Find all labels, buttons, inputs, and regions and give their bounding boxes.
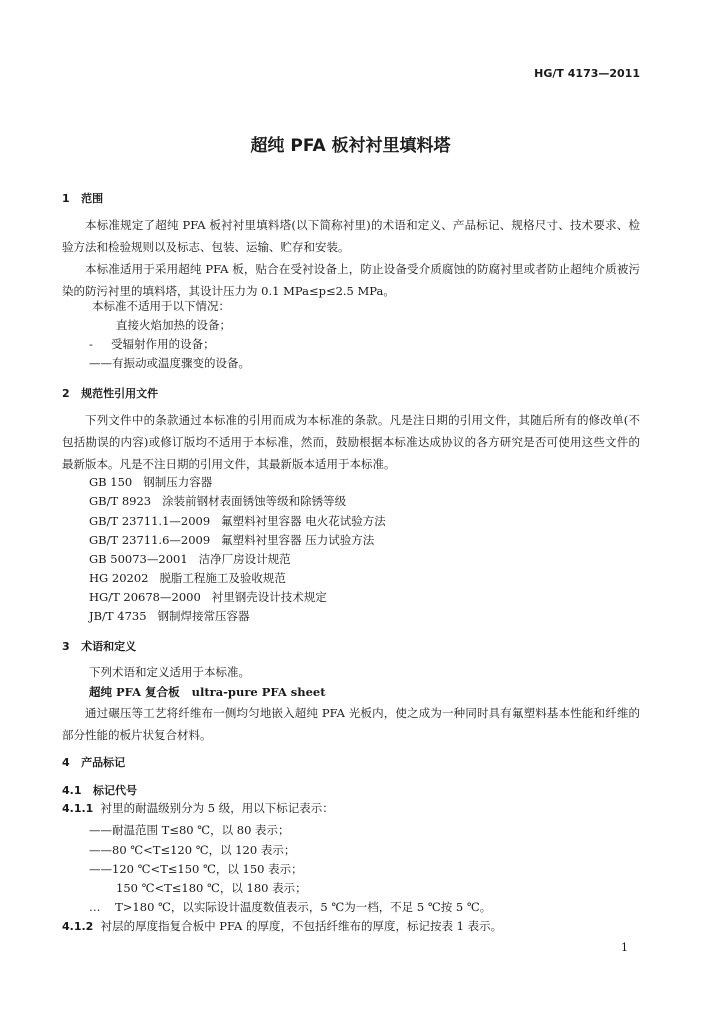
term-english: ultra-pure PFA sheet (191, 685, 326, 699)
reference-item: GB/T 8923 涂装前钢材表面锈蚀等级和除锈等级 (89, 494, 347, 508)
section-number: 1 (62, 192, 70, 205)
reference-item: GB 150 钢制压力容器 (89, 475, 213, 489)
term-definition: 通过碾压等工艺将纤维布一侧均匀地嵌入超纯 PFA 光板内，使之成为一种同时具有氟塑料基本性能和纤维的部分性能的板片状复合材料。 (62, 706, 640, 742)
section-title: 产品标记 (81, 756, 126, 769)
standard-code: HG/T 4173—2011 (534, 67, 640, 80)
section-number: 4 (62, 756, 70, 769)
list-item: ——80 ℃<T≤120 ℃，以 120 表示； (89, 843, 296, 857)
reference-item: HG 20202 脱脂工程施工及验收规范 (89, 571, 286, 585)
clause: 4.1.1 衬里的耐温级别分为 5 级，用以下标记表示： (62, 801, 334, 815)
section-number: 3 (62, 640, 70, 653)
reference-item: GB/T 23711.6—2009 氟塑料衬里容器 压力试验方法 (89, 533, 375, 547)
paragraph: 本标准规定了超纯 PFA 板衬衬里填料塔(以下简称衬里)的术语和定义、产品标记、规格尺寸、技术要求、检验方法和检验规则以及标志、包装、运输、贮存和安装。 (62, 218, 640, 254)
list-item: … T>180 ℃，以实际设计温度数值表示，5 ℃为一档，不足 5 ℃按 5 ℃。 (89, 900, 492, 914)
section-number: 2 (62, 387, 70, 400)
clause: 4.1.2 衬层的厚度指复合板中 PFA 的厚度，不包括纤维布的厚度，标记按表 1 表示。 (62, 919, 503, 933)
reference-item: GB/T 23711.1—2009 氟塑料衬里容器 电火花试验方法 (89, 514, 386, 528)
paragraph: 本标准适用于采用超纯 PFA 板，贴合在受衬设备上，防止设备受介质腐蚀的防腐衬里或者防止超纯介质被污染的防污衬里的填料塔，其设计压力为 0.1 MPa≤p≤2.5 MPa。 (62, 262, 640, 298)
section-2-heading (62, 385, 158, 401)
paragraph: 下列文件中的条款通过本标准的引用而成为本标准的条款。凡是注日期的引用文件，其随后所有的修改单(不包括勘误的内容)或修订版均不适用于本标准，然而，鼓励根据本标准达成协议的各方研究是否可使用这些文件的最新版本。凡是不注日期的引用文件，其最新版本适用于本标准。 (62, 413, 640, 471)
section-1-heading (62, 190, 103, 206)
subsection-heading: 4.1 标记代号 (62, 784, 137, 797)
section-4-heading (62, 754, 125, 770)
reference-item: HG/T 20678—2000 衬里钢壳设计技术规定 (89, 590, 327, 604)
term-chinese: 超纯 PFA 复合板 (89, 685, 180, 699)
list-item: ——有振动或温度骤变的设备。 (89, 356, 250, 370)
reference-item: GB 50073—2001 洁净厂房设计规范 (89, 552, 291, 566)
paragraph: 下列术语和定义适用于本标准。 (89, 665, 250, 679)
section-3-heading (62, 638, 136, 654)
section-title: 规范性引用文件 (81, 387, 159, 400)
section-title: 范围 (81, 192, 104, 205)
section-title: 术语和定义 (81, 640, 137, 653)
list-item: 直接火焰加热的设备； (116, 318, 231, 332)
page-number: 1 (621, 941, 628, 954)
list-item: 150 ℃<T≤180 ℃，以 180 表示； (116, 881, 307, 895)
term-entry (89, 681, 326, 703)
list-item: - 受辐射作用的设备； (89, 337, 215, 351)
page-title: 超纯 PFA 板衬衬里填料塔 (250, 136, 451, 156)
reference-item: JB/T 4735 钢制焊接常压容器 (89, 609, 250, 623)
list-item: ——耐温范围 T≤80 ℃，以 80 表示； (89, 823, 290, 837)
list-item: ——120 ℃<T≤150 ℃，以 150 表示； (89, 862, 303, 876)
paragraph: 本标准不适用于以下情况： (92, 299, 230, 313)
